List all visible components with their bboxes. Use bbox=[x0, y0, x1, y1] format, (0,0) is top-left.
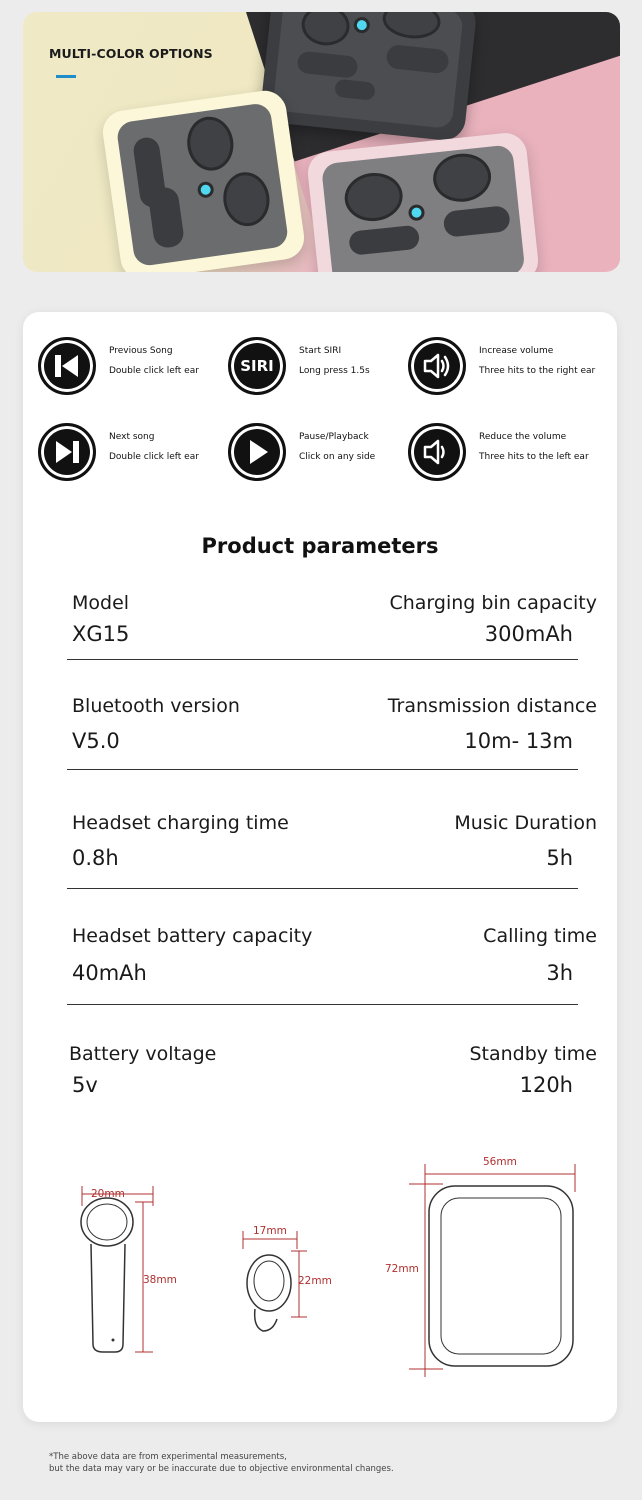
param-label: Battery voltage bbox=[69, 1043, 217, 1065]
control-action: Long press 1.5s bbox=[299, 366, 370, 376]
led-indicator bbox=[197, 181, 215, 199]
bud-head-width-label: 17mm bbox=[253, 1225, 287, 1237]
param-label: Music Duration bbox=[454, 812, 597, 834]
control-action: Double click left ear bbox=[109, 452, 199, 462]
hero-banner bbox=[23, 12, 620, 272]
param-value: 120h bbox=[519, 1073, 573, 1097]
led-indicator bbox=[353, 16, 371, 34]
charging-case-yellow bbox=[100, 88, 307, 272]
case-width-label: 56mm bbox=[483, 1156, 517, 1168]
next-song-icon bbox=[38, 423, 96, 481]
param-label: Bluetooth version bbox=[72, 695, 240, 717]
play-icon bbox=[228, 423, 286, 481]
param-label: Headset charging time bbox=[72, 812, 289, 834]
param-value: 300mAh bbox=[484, 622, 573, 646]
control-siri bbox=[228, 337, 398, 395]
param-label: Transmission distance bbox=[387, 695, 597, 717]
control-next-song bbox=[38, 423, 228, 481]
control-title: Pause/Playback bbox=[299, 432, 369, 442]
param-value: 40mAh bbox=[72, 961, 147, 985]
led-indicator bbox=[408, 204, 426, 222]
previous-song-icon bbox=[38, 337, 96, 395]
control-title: Previous Song bbox=[109, 346, 173, 356]
param-value: XG15 bbox=[72, 622, 130, 646]
param-value: 0.8h bbox=[72, 846, 119, 870]
charging-case-diagram bbox=[403, 1152, 588, 1377]
param-value: 5h bbox=[546, 846, 573, 870]
control-action: Double click left ear bbox=[109, 366, 199, 376]
param-label: Standby time bbox=[469, 1043, 597, 1065]
control-action: Click on any side bbox=[299, 452, 376, 462]
control-action: Three hits to the left ear bbox=[479, 452, 589, 462]
control-action: Three hits to the right ear bbox=[479, 366, 596, 376]
control-reduce-volume bbox=[408, 423, 608, 481]
divider bbox=[67, 659, 578, 660]
case-height-label: 72mm bbox=[385, 1263, 419, 1275]
divider bbox=[67, 769, 578, 770]
param-label: Headset battery capacity bbox=[72, 925, 313, 947]
earbud-head-diagram bbox=[233, 1227, 333, 1347]
hero-title-underline bbox=[56, 75, 76, 78]
control-title: Next song bbox=[109, 432, 155, 442]
control-title: Start SIRI bbox=[299, 346, 342, 356]
param-value: V5.0 bbox=[72, 729, 120, 753]
disclaimer-footnote bbox=[49, 1451, 394, 1475]
hero-title: MULTI-COLOR OPTIONS bbox=[49, 46, 213, 61]
spec-card bbox=[23, 312, 617, 1422]
divider bbox=[67, 1004, 578, 1005]
divider bbox=[67, 888, 578, 889]
earbud-width-label: 20mm bbox=[91, 1188, 125, 1200]
control-previous-song bbox=[38, 337, 228, 395]
bud-head-height-label: 22mm bbox=[298, 1275, 332, 1287]
control-title: Increase volume bbox=[479, 346, 554, 356]
param-label: Calling time bbox=[483, 925, 597, 947]
param-label: Charging bin capacity bbox=[389, 592, 597, 614]
volume-up-icon bbox=[408, 337, 466, 395]
param-value: 5v bbox=[72, 1073, 98, 1097]
params-title: Product parameters bbox=[201, 534, 439, 558]
earbud-outline-diagram bbox=[63, 1172, 203, 1362]
param-value: 10m- 13m bbox=[464, 729, 573, 753]
charging-case-pink bbox=[306, 131, 540, 272]
footnote-line: but the data may vary or be inaccurate due to objective environmental changes. bbox=[49, 1464, 394, 1474]
earbud-height-label: 38mm bbox=[143, 1274, 177, 1286]
param-label: Model bbox=[72, 592, 130, 614]
control-increase-volume bbox=[408, 337, 608, 395]
dimension-diagrams bbox=[23, 1142, 617, 1402]
footnote-line: *The above data are from experimental measurements, bbox=[49, 1452, 287, 1462]
volume-down-icon bbox=[408, 423, 466, 481]
siri-icon: SIRI bbox=[228, 337, 286, 395]
charging-case-black bbox=[259, 12, 478, 142]
control-pause-playback bbox=[228, 423, 398, 481]
control-title: Reduce the volume bbox=[479, 432, 567, 442]
param-value: 3h bbox=[546, 961, 573, 985]
